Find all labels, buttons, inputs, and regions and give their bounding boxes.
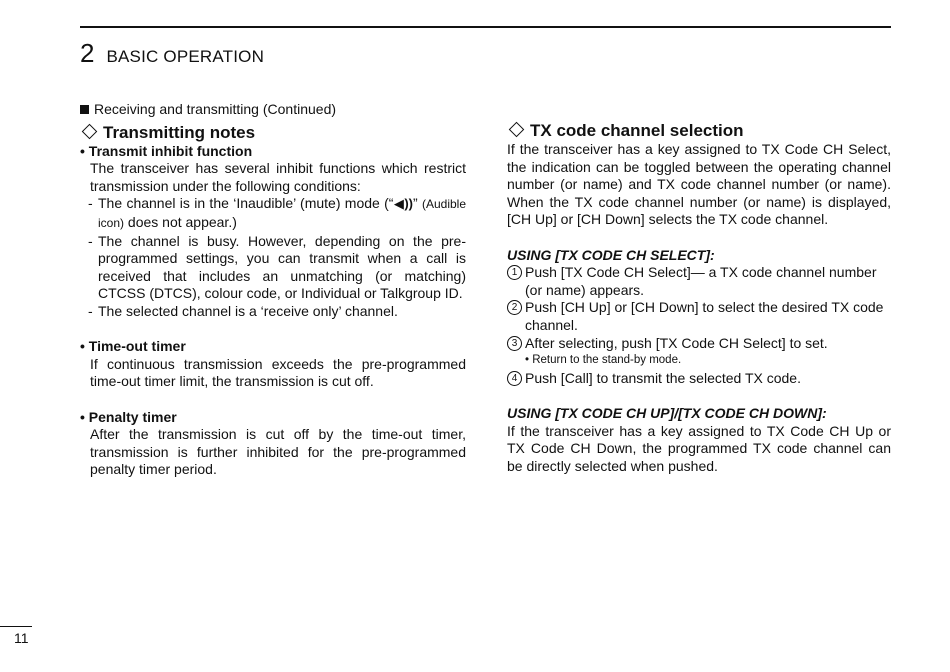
- page-number: 11: [14, 630, 29, 646]
- inhibit-item-2: - The channel is busy. However, depending on the pre-programmed settings, you can transmit when a call is received that includes an unmatching (or matching) CTCSS (DTCS), colour code, or Individual or Talkgroup ID.: [88, 232, 466, 302]
- left-column: [80, 101, 466, 479]
- circled-number: 3: [507, 336, 522, 351]
- tx-code-intro: If the transceiver has a key assigned to TX Code CH Select, the indication can be toggled between the operating channel number (or name) and TX code channel number (or name). When the TX code channel number (or name) is displayed, [CH Up] or [CH Down] selects the TX code channel.: [507, 141, 891, 228]
- circled-number: 1: [507, 265, 522, 280]
- circled-number: 2: [507, 300, 522, 315]
- timeout-title: • Time-out timer: [80, 338, 186, 355]
- diamond-icon: [82, 123, 98, 139]
- header-rule: [80, 26, 891, 28]
- transmitting-notes-heading: Transmitting notes: [80, 122, 466, 143]
- step-3: 3 After selecting, push [TX Code CH Select] to set.: [507, 335, 891, 353]
- using-updown-body: If the transceiver has a key assigned to TX Code CH Up or TX Code CH Down, the programmed TX code channel can be directly selected when pushed.: [507, 422, 891, 474]
- inhibit-item-3: - The selected channel is a ‘receive only’ channel.: [88, 302, 398, 319]
- step-4: 4 Push [Call] to transmit the selected TX code.: [507, 370, 891, 388]
- audible-speaker-icon: ◀)): [393, 196, 413, 212]
- chapter-title: BASIC OPERATION: [106, 47, 265, 66]
- chapter-number: 2: [80, 38, 95, 68]
- using-updown-title: USING [TX CODE CH UP]/[TX CODE CH DOWN]:: [507, 404, 827, 421]
- step-1: 1 Push [TX Code CH Select]— a TX code channel number (or name) appears.: [507, 264, 891, 299]
- section-label: Receiving and transmitting (Continued): [80, 101, 466, 119]
- penalty-body: After the transmission is cut off by the time-out timer, transmission is further inhibited for the pre-programmed penalty timer period.: [90, 426, 466, 478]
- inhibit-body: The transceiver has several inhibit functions which restrict transmission under the following conditions:: [90, 160, 466, 194]
- diamond-icon: [509, 122, 525, 138]
- right-column: [507, 120, 891, 475]
- step-2: 2 Push [CH Up] or [CH Down] to select the desired TX code channel.: [507, 299, 891, 334]
- timeout-body: If continuous transmission exceeds the pre-programmed time-out timer limit, the transmission is cut off.: [90, 355, 466, 390]
- using-select-title: USING [TX CODE CH SELECT]:: [507, 246, 715, 263]
- inhibit-item-1: - The channel is in the ‘Inaudible’ (mute) mode (“◀))” (Audible icon) does not appear.): [88, 195, 467, 230]
- chapter-header: [80, 38, 264, 69]
- circled-number: 4: [507, 371, 522, 386]
- penalty-title: • Penalty timer: [80, 408, 177, 425]
- inhibit-title: • Transmit inhibit function: [80, 142, 253, 159]
- step-3-note: • Return to the stand-by mode.: [525, 354, 682, 367]
- square-bullet-icon: [80, 105, 89, 114]
- tx-code-heading: TX code channel selection: [507, 120, 891, 141]
- footer-rule: [0, 626, 32, 627]
